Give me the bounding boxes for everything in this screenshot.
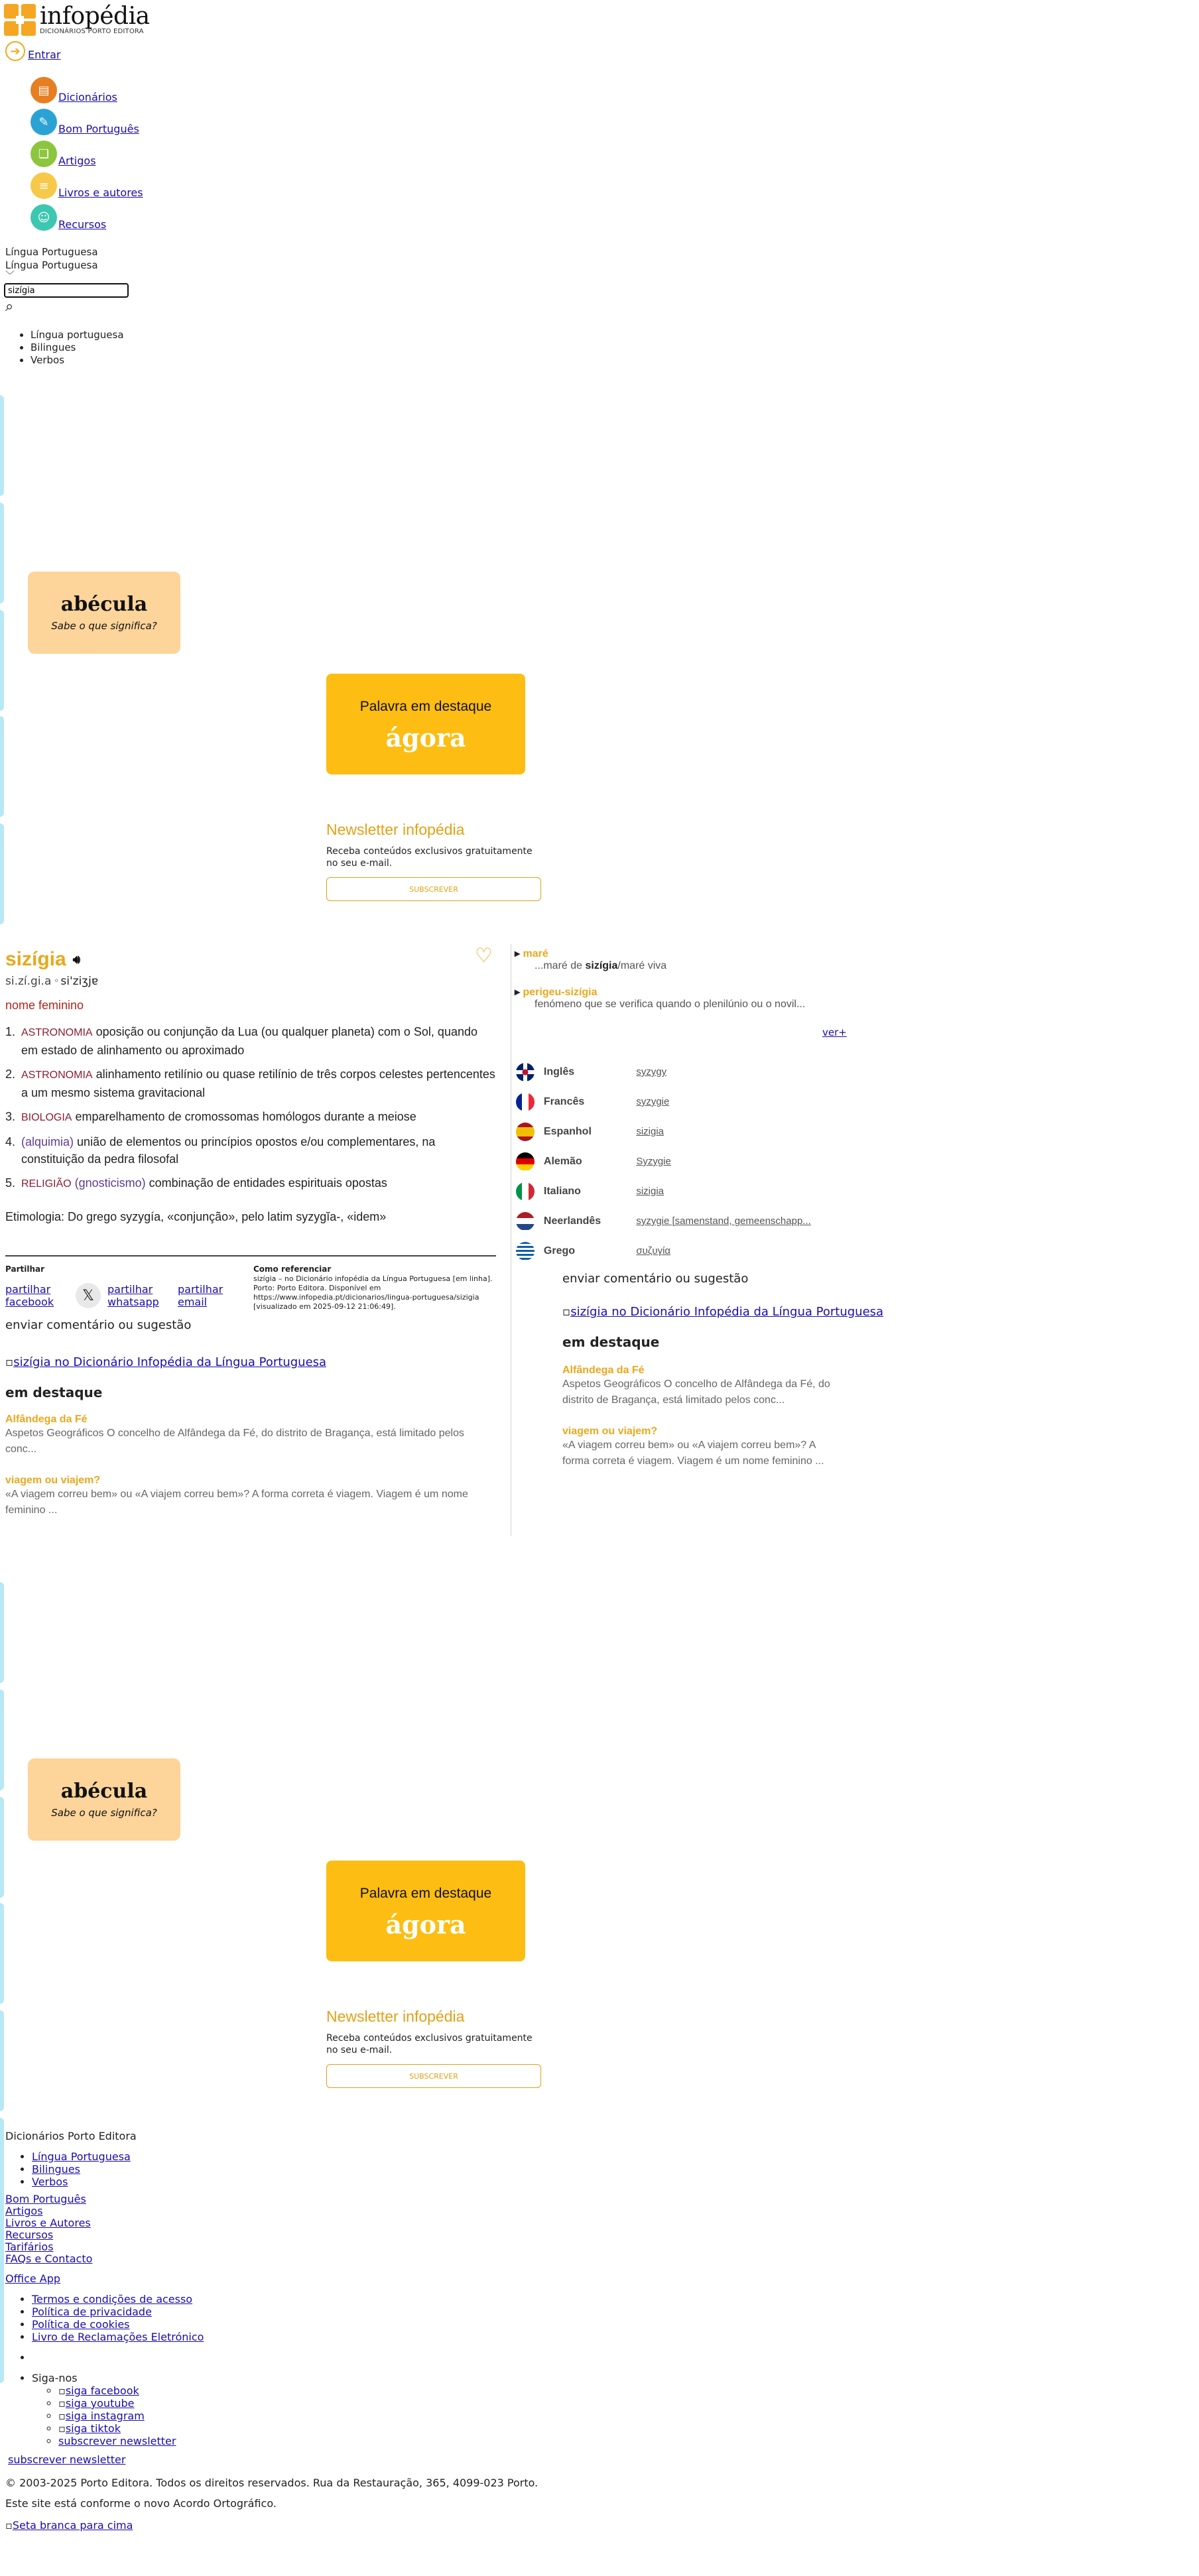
subscribe-link[interactable]: subscrever newsletter <box>8 2453 126 2466</box>
pronunciation-icon: ⁰ <box>54 977 61 987</box>
translation-lang: Inglês <box>543 1066 575 1077</box>
translation-row[interactable] <box>516 1176 848 1206</box>
destaque-item[interactable] <box>5 1475 496 1518</box>
germany-flag-icon <box>516 1152 535 1171</box>
translation-lang: Neerlandês <box>543 1215 601 1227</box>
chevron-down-icon[interactable]: ﹀ <box>5 271 15 281</box>
headword: sizígia <box>5 948 66 970</box>
side-banner-strip <box>0 1797 4 1898</box>
sense-area: RELIGIÃO <box>21 1178 72 1190</box>
footer <box>5 2130 538 2532</box>
divider <box>5 1255 496 1257</box>
sense-xref[interactable]: (alquimia) <box>21 1135 74 1148</box>
subscribe-link[interactable]: subscrever newsletter <box>58 2435 176 2447</box>
social-item[interactable] <box>58 2422 538 2435</box>
social-item[interactable] <box>58 2435 538 2447</box>
netherlands-flag-icon <box>516 1212 535 1231</box>
follow-item <box>32 2372 538 2447</box>
logo-subtitle: DICIONÁRIOS PORTO EDITORA <box>40 27 144 35</box>
footer-link-item[interactable] <box>32 2318 538 2331</box>
abecula-title: abécula <box>60 593 148 616</box>
share-email-link[interactable]: partilhar email <box>178 1283 223 1308</box>
footer-dict-links <box>5 2150 538 2188</box>
related-item[interactable] <box>515 947 846 972</box>
share-facebook-link[interactable]: partilhar facebook <box>5 1283 54 1308</box>
footer-link[interactable]: Política de privacidade <box>32 2305 152 2318</box>
abecula-banner[interactable] <box>28 572 180 654</box>
syllables-row <box>5 975 496 988</box>
footer-link[interactable]: Política de cookies <box>32 2318 130 2331</box>
main-nav <box>4 72 296 231</box>
newsletter-text: Receba conteúdos exclusivos gratuitamente no seu e-mail. <box>326 846 533 869</box>
em-destaque-title: em destaque <box>5 1384 103 1400</box>
translation-value[interactable]: συζυγία <box>636 1245 671 1257</box>
translation-value[interactable]: syzygie [samenstand, gemeenschapp... <box>636 1215 811 1227</box>
france-flag-icon <box>516 1093 535 1111</box>
nav-link[interactable]: Recursos <box>58 218 107 231</box>
cite-text: sizígia – no Dicionário infopédia da Língua Portuguesa [em linha]. Porto: Porto Editora. Disponível em https://www.infopedia.pt/dicionarios/lingua-portuguesa/sizigia [visualizado em 2025-09-12 21:06:49]. <box>253 1274 493 1311</box>
footer-link[interactable]: Livro de Reclamações Eletrónico <box>32 2331 204 2343</box>
abecula-banner[interactable] <box>28 1758 180 1841</box>
footer-legal-links <box>5 2293 538 2343</box>
side-banner-strip <box>0 1582 4 1683</box>
translation-lang: Italiano <box>543 1185 581 1197</box>
logo-mark-icon <box>4 4 36 36</box>
featured-word-banner[interactable] <box>326 1861 525 1961</box>
entry-image-link[interactable] <box>5 1355 326 1369</box>
etymology: Etimologia: Do grego syzygía, «conjunção», pelo latim syzygĭa-, «idem» <box>5 1210 387 1223</box>
nav-link[interactable]: Artigos <box>58 154 96 167</box>
translation-value[interactable]: sizigia <box>636 1126 664 1137</box>
sense-xref[interactable]: (gnosticismo) <box>74 1176 146 1190</box>
speaker-icon[interactable]: 🔊︎ <box>72 952 81 966</box>
search-options <box>4 329 124 367</box>
footer-link[interactable]: Língua Portuguesa <box>32 2150 131 2163</box>
pronunciation: si'ziʒjɐ <box>60 975 99 988</box>
social-item[interactable] <box>58 2384 538 2397</box>
nav-item-artigos[interactable] <box>31 135 296 167</box>
destaque-title[interactable]: viagem ou viajem? <box>562 1426 658 1437</box>
footer-link-item[interactable] <box>32 2176 538 2188</box>
related-item[interactable] <box>515 985 846 1011</box>
login[interactable] <box>5 41 60 61</box>
destaque-item-right[interactable] <box>562 1426 841 1469</box>
copyright: © 2003-2025 Porto Editora. Todos os direitos reservados. Rua da Restauração, 365, 4099-023 Porto. <box>5 2477 538 2489</box>
side-banner-strip <box>0 716 4 817</box>
side-banner-strip <box>0 2118 4 2383</box>
newsletter-box <box>326 821 545 901</box>
books-icon: ≡ <box>31 172 57 199</box>
language-current: Língua Portuguesa <box>5 246 98 258</box>
footer-link-item[interactable] <box>32 2331 538 2343</box>
newsletter-box <box>326 2008 545 2088</box>
image-broken-icon: ▫ <box>5 1355 14 1369</box>
spain-flag-icon <box>516 1123 535 1141</box>
search-icon[interactable]: ⌕ <box>5 298 14 315</box>
back-to-top-link[interactable]: Seta branca para cima <box>12 2519 133 2532</box>
translation-lang: Francês <box>543 1095 585 1107</box>
nav-item-livros[interactable] <box>31 167 296 199</box>
featured-title: Palavra em destaque <box>359 1886 492 1901</box>
footer-link-item[interactable] <box>32 2305 538 2318</box>
related-snippet: ...maré de sizígia/maré viva <box>535 960 667 971</box>
social-link[interactable]: siga instagram <box>65 2410 145 2422</box>
search-option[interactable]: • Língua portuguesa <box>31 329 124 341</box>
nav-item-recursos[interactable] <box>31 199 296 231</box>
social-item[interactable] <box>58 2410 538 2422</box>
feedback-text-right[interactable]: enviar comentário ou sugestão <box>562 1272 749 1286</box>
language-selected: Língua Portuguesa <box>5 259 98 271</box>
side-banner-strip <box>0 1903 4 2004</box>
language-selector[interactable] <box>5 245 98 280</box>
translation-lang: Espanhol <box>543 1125 592 1137</box>
translation-lang: Alemão <box>543 1155 582 1167</box>
sense-item <box>19 1023 496 1059</box>
sense-item <box>19 1066 496 1101</box>
featured-word: ágora <box>385 723 466 753</box>
translation-value[interactable]: sizigia <box>636 1186 664 1197</box>
entry-image-link-right[interactable] <box>562 1305 883 1319</box>
destaque-text: Aspetos Geográficos O concelho de Alfândega da Fé, do distrito de Bragança, está limitado pelos conc... <box>5 1428 464 1455</box>
search-option[interactable]: • Bilingues <box>31 341 124 354</box>
translation-row[interactable] <box>516 1206 848 1236</box>
sense-area: ASTRONOMIA <box>21 1027 93 1038</box>
footer-link[interactable]: Recursos <box>5 2229 54 2241</box>
footer-social <box>5 2372 538 2447</box>
login-arrow-icon: ➔ <box>5 41 25 61</box>
facebook-icon: ▫ <box>58 2384 66 2397</box>
office-app-link[interactable]: Office App <box>5 2272 61 2285</box>
greece-flag-icon <box>516 1242 535 1260</box>
footer-link[interactable]: Bilingues <box>32 2163 80 2176</box>
nav-item-bom-portugues[interactable] <box>31 103 296 135</box>
destaque-text: Aspetos Geográficos O concelho de Alfândega da Fé, do distrito de Bragança, está limitado pelos conc... <box>562 1379 830 1406</box>
destaque-item[interactable] <box>5 1414 496 1457</box>
side-banner-strip <box>0 2010 4 2111</box>
translation-value[interactable]: syzygy <box>636 1066 667 1077</box>
translation-row[interactable] <box>516 1057 848 1087</box>
image-link[interactable]: sizígia no Dicionário Infopédia da Língua Portuguesa <box>13 1355 327 1369</box>
newsletter-title: Newsletter infopédia <box>326 821 465 838</box>
destaque-text: «A viagem correu bem» ou «A viajem correu bem»? A forma correta é viagem. Viagem é um nome feminino ... <box>5 1489 468 1516</box>
footer-link[interactable]: Livros e Autores <box>5 2217 91 2229</box>
destaque-text: «A viagem correu bem» ou «A viajem correu bem»? A forma correta é viagem. Viagem é um nome feminino ... <box>562 1440 824 1467</box>
sense-list <box>5 1023 496 1193</box>
instagram-icon: ▫ <box>58 2410 66 2422</box>
footer-link-item[interactable] <box>32 2293 538 2305</box>
footer-link[interactable]: Tarifários <box>5 2240 54 2253</box>
cite-box <box>253 1264 512 1312</box>
uk-flag-icon <box>516 1063 535 1081</box>
related-words <box>515 947 846 1024</box>
side-banner-strip <box>0 395 4 496</box>
article-icon: ❏ <box>31 141 57 167</box>
nav-link[interactable]: Bom Português <box>58 123 139 135</box>
pencil-icon: ✎ <box>31 109 57 135</box>
related-title[interactable]: ▸ perigeu-sizígia <box>515 985 846 999</box>
sense-area: BIOLOGIA <box>21 1112 72 1123</box>
destaque-title[interactable]: Alfândega da Fé <box>562 1365 645 1376</box>
abecula-title: abécula <box>60 1780 148 1803</box>
share-whatsapp-link[interactable]: partilhar whatsapp <box>107 1283 159 1308</box>
footer-link[interactable]: FAQs e Contacto <box>5 2252 93 2265</box>
heart-icon[interactable]: ♡ <box>475 944 493 967</box>
translations-list <box>516 1057 848 1266</box>
translation-value[interactable]: syzygie <box>636 1096 670 1107</box>
side-banner-strip <box>0 503 4 603</box>
translation-row[interactable] <box>516 1087 848 1117</box>
italy-flag-icon <box>516 1182 535 1201</box>
image-broken-icon: ▫ <box>562 1305 571 1319</box>
featured-word: ágora <box>385 1910 466 1939</box>
subscribe-button[interactable]: SUBSCREVER <box>326 877 541 901</box>
destaque-title[interactable]: viagem ou viajem? <box>5 1475 101 1486</box>
side-banner-strip <box>0 1689 4 1790</box>
sense-item <box>19 1133 496 1168</box>
follow-label: Siga-nos <box>32 2372 78 2384</box>
share-title: Partilhar <box>5 1264 45 1274</box>
book-icon: ▤ <box>31 77 57 103</box>
footer-empty-item <box>32 2351 538 2364</box>
login-link[interactable]: Entrar <box>28 48 61 61</box>
em-destaque-title-right: em destaque <box>562 1334 660 1350</box>
related-title[interactable]: ▸ maré <box>515 947 846 960</box>
footer-link-item[interactable] <box>32 2163 538 2176</box>
side-banner-strip <box>0 610 4 711</box>
translation-row[interactable] <box>516 1146 848 1176</box>
featured-title: Palavra em destaque <box>359 699 492 714</box>
footer-link[interactable]: Artigos <box>5 2205 43 2217</box>
syllables: si.zí.gi.a <box>5 975 52 988</box>
search-input[interactable] <box>4 283 129 298</box>
social-item[interactable] <box>58 2397 538 2410</box>
sense-text: alinhamento retilínio ou quase retilínio de três corpos celestes pertencentes a um mesmo sistema gravitacional <box>21 1068 495 1099</box>
translation-row[interactable] <box>516 1236 848 1266</box>
newsletter-text: Receba conteúdos exclusivos gratuitamente no seu e-mail. <box>326 2033 533 2055</box>
translation-lang: Grego <box>543 1245 576 1257</box>
footer-link[interactable]: Bom Português <box>5 2193 86 2205</box>
newsletter-title: Newsletter infopédia <box>326 2008 465 2025</box>
entry <box>5 948 496 1224</box>
nav-link[interactable]: Livros e autores <box>58 186 143 199</box>
footer-empty-list <box>5 2351 538 2364</box>
footer-link-item[interactable] <box>32 2150 538 2163</box>
search-option[interactable]: • Verbos <box>31 354 124 367</box>
sense-text: combinação de entidades espirituais opostas <box>149 1176 387 1190</box>
youtube-icon: ▫ <box>58 2397 66 2410</box>
social-link[interactable]: siga facebook <box>65 2384 139 2397</box>
sense-text: emparelhamento de cromossomas homólogos durante a meiose <box>75 1110 416 1123</box>
sense-text: união de elementos ou princípios opostos e/ou complementares, na constituição da pedra filosofal <box>21 1135 436 1166</box>
nav-link[interactable]: Dicionários <box>58 91 117 103</box>
x-icon[interactable]: 𝕏 <box>76 1283 101 1308</box>
translation-value[interactable]: Syzygie <box>636 1156 671 1167</box>
back-to-top[interactable] <box>5 2519 538 2532</box>
destaque-item-right[interactable] <box>562 1365 841 1408</box>
destaque-title[interactable]: Alfândega da Fé <box>5 1414 88 1425</box>
footer-link[interactable]: Verbos <box>32 2176 68 2188</box>
side-banner-strip <box>0 824 4 924</box>
nav-item-dicionarios[interactable] <box>31 72 296 103</box>
logo-word: infopédia <box>40 2 150 30</box>
image-link[interactable]: sizígia no Dicionário Infopédia da Língua Portuguesa <box>570 1305 884 1319</box>
cite-title: Como referenciar <box>253 1264 332 1274</box>
feedback-text[interactable]: enviar comentário ou sugestão <box>5 1318 192 1332</box>
sense-area: ASTRONOMIA <box>21 1070 93 1081</box>
related-snippet: fenómeno que se verifica quando o plenilúnio ou o novil... <box>535 999 806 1010</box>
footer-brand: Dicionários Porto Editora <box>5 2130 137 2142</box>
featured-word-banner[interactable] <box>326 674 525 774</box>
abecula-subtitle: Sabe o que significa? <box>51 620 157 632</box>
ao-note: Este site está conforme o novo Acordo Ortográfico. <box>5 2497 277 2510</box>
share-links <box>5 1283 231 1308</box>
more-link[interactable]: ver+ <box>822 1026 847 1038</box>
sense-text: oposição ou conjunção da Lua (ou qualquer planeta) com o Sol, quando em estado de alinhamento ou aproximado <box>21 1025 477 1057</box>
sense-item <box>19 1108 496 1127</box>
arrow-up-icon: ▫ <box>5 2519 13 2532</box>
translation-row[interactable] <box>516 1117 848 1146</box>
social-link[interactable]: siga tiktok <box>65 2422 121 2435</box>
resources-icon: ☺ <box>31 204 57 231</box>
site-logo[interactable] <box>4 4 150 36</box>
footer-link[interactable]: Termos e condições de acesso <box>32 2293 193 2305</box>
grammar-class: nome feminino <box>5 999 84 1012</box>
sense-item <box>19 1174 496 1193</box>
social-link[interactable]: siga youtube <box>65 2397 135 2410</box>
abecula-subtitle: Sabe o que significa? <box>51 1807 157 1819</box>
tiktok-icon: ▫ <box>58 2422 66 2435</box>
subscribe-button[interactable]: SUBSCREVER <box>326 2064 541 2088</box>
